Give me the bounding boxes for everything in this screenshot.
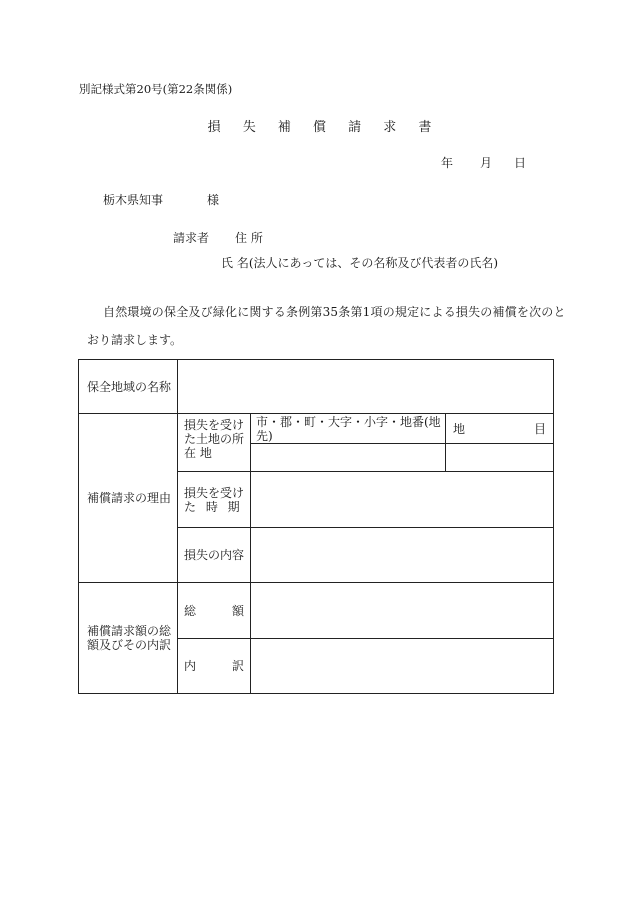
location-hint: 市・郡・町・大字・小字・地番(地先) [251, 414, 446, 444]
loss-time-label [178, 472, 251, 528]
total-amount-label-line-2: 額及びその内訳 [87, 638, 172, 652]
sum-label [178, 583, 251, 639]
loss-time-label-line-1: 損失を受け [184, 485, 245, 500]
requester-address-label: 住 所 [235, 231, 263, 245]
land-category-left: 地 [453, 421, 466, 436]
requester-label: 請求者 [173, 231, 210, 245]
area-name-label: 保全地域の名称 [79, 360, 178, 414]
form-number-label: 別記様式第20号(第22条関係) [79, 82, 233, 96]
location-row [79, 414, 554, 444]
request-body-line-2: おり請求します。 [87, 333, 183, 347]
sum-field[interactable] [251, 583, 554, 639]
total-sum-row [79, 583, 554, 639]
reason-label: 補償請求の理由 [79, 414, 178, 583]
date-day-label: 日 [514, 156, 527, 170]
land-category-right: 目 [534, 421, 547, 436]
breakdown-field[interactable] [251, 639, 554, 694]
loss-content-field[interactable] [251, 528, 554, 583]
sum-label-right: 額 [231, 603, 244, 618]
requester-name-label: 氏 名(法人にあっては、その名称及び代表者の氏名) [221, 256, 499, 270]
breakdown-label-left: 内 [184, 659, 197, 673]
area-name-field[interactable] [178, 360, 554, 414]
location-field[interactable] [251, 444, 446, 472]
area-name-row [79, 360, 554, 414]
loss-time-field[interactable] [251, 472, 554, 528]
loss-content-label: 損失の内容 [178, 528, 251, 583]
breakdown-label-right: 訳 [231, 659, 244, 673]
addressee-name: 栃木県知事 [103, 193, 164, 207]
addressee-honorific: 様 [207, 193, 220, 207]
land-category-field[interactable] [446, 444, 554, 472]
date-month-label: 月 [480, 156, 493, 170]
total-amount-label-line-1: 補償請求額の総 [87, 624, 172, 638]
total-amount-label [79, 583, 178, 694]
request-body-line-1: 自然環境の保全及び緑化に関する条例第35条第1項の規定による損失の補償を次のと [103, 305, 566, 319]
compensation-form-table [78, 359, 554, 694]
document-title: 損 失 補 償 請 求 書 [207, 120, 441, 135]
loss-time-label-line-2: た 時 期 [184, 499, 240, 514]
breakdown-label [178, 639, 251, 694]
date-year-label: 年 [441, 156, 454, 170]
location-label: 損失を受けた土地の所在 地 [178, 414, 251, 472]
sum-label-left: 総 [184, 603, 197, 618]
land-category-label [446, 414, 554, 444]
